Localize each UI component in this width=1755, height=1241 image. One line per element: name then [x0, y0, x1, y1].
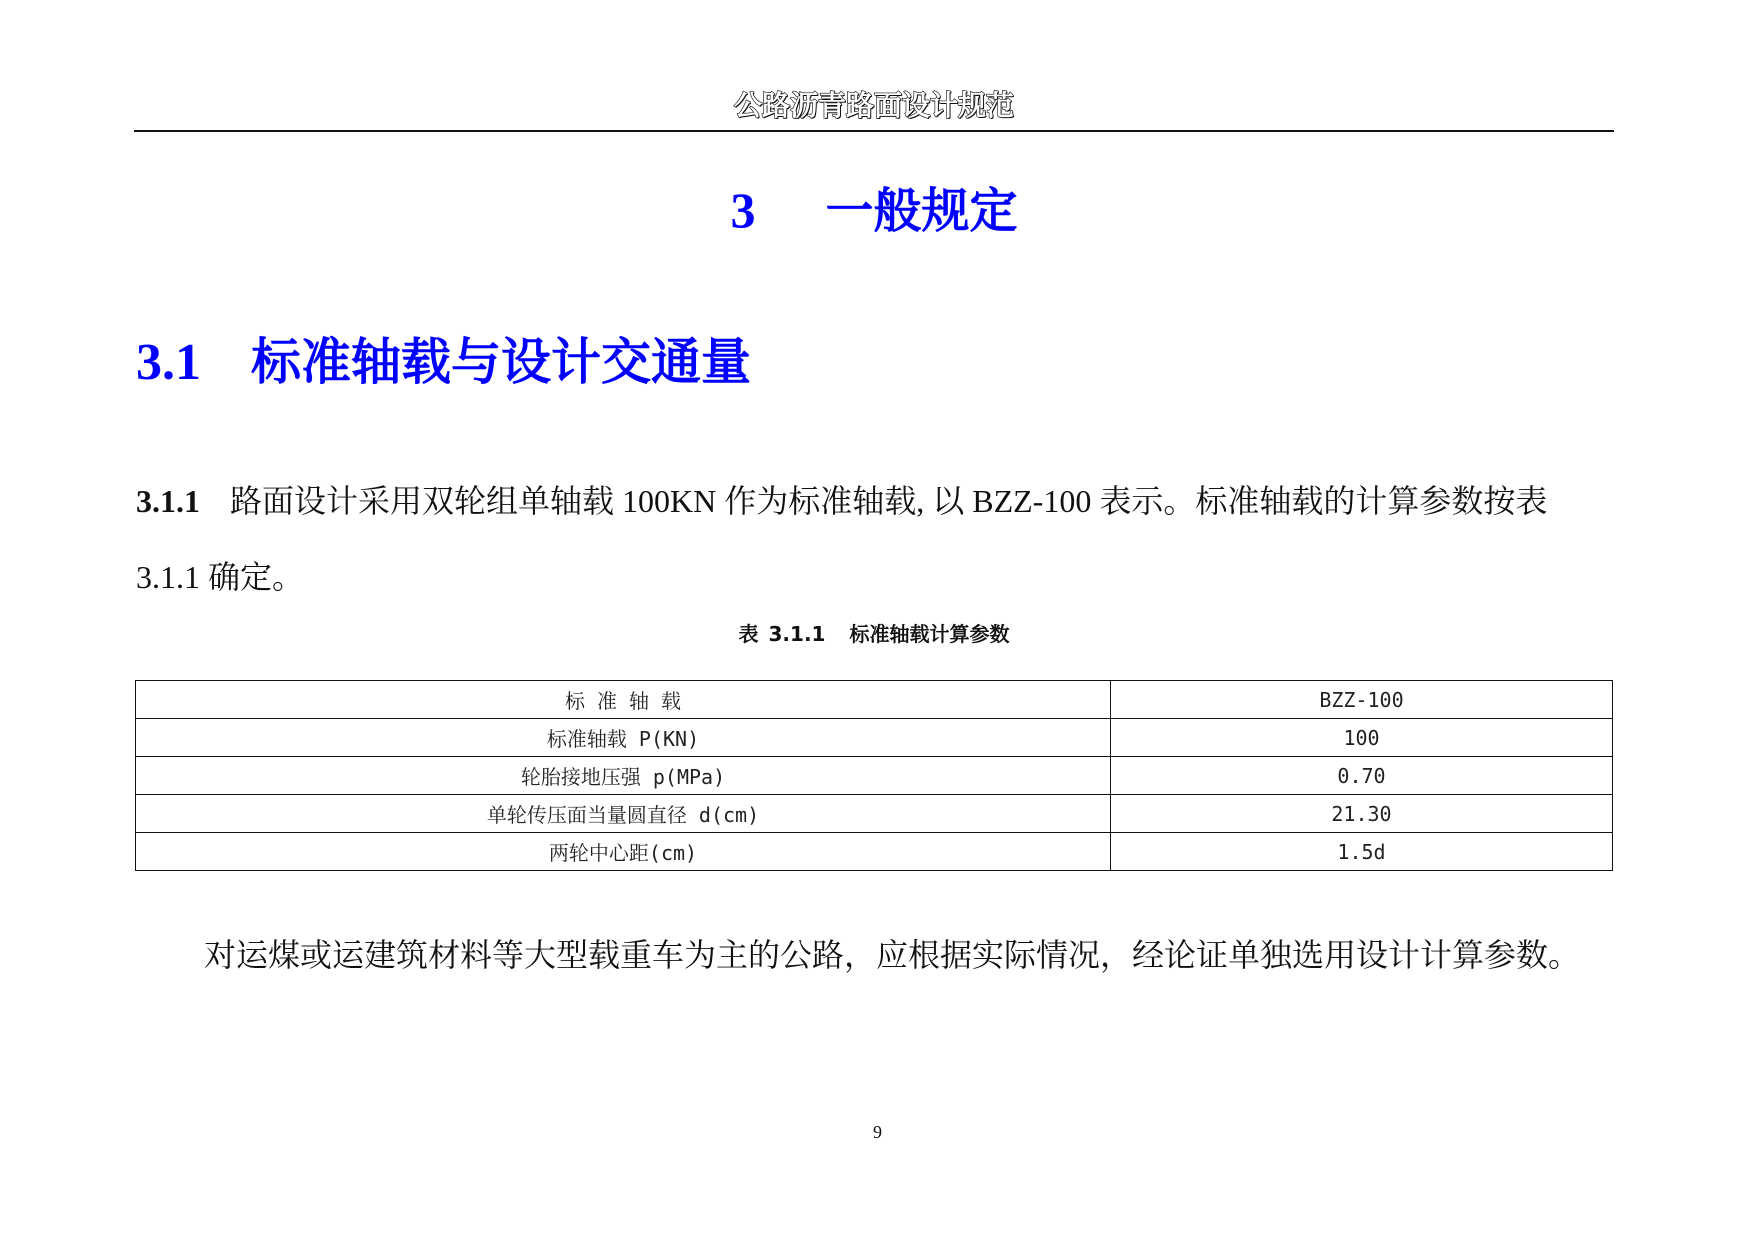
chapter-title	[134, 172, 1614, 241]
table-caption-prefix: 表	[738, 622, 759, 646]
table-row	[136, 833, 1613, 871]
header-rule	[134, 130, 1614, 132]
clause-number: 3.1.1	[136, 483, 200, 519]
section-title-text: 标准轴载与设计交通量	[251, 333, 751, 391]
table-caption-number: 3.1.1	[768, 622, 826, 646]
clause-text-line2: 3.1.1 确定。	[136, 559, 305, 595]
section-number: 3.1	[136, 334, 201, 391]
table-row	[136, 681, 1613, 719]
table-row	[136, 757, 1613, 795]
table-row	[136, 719, 1613, 757]
running-header: 公路沥青路面设计规范	[733, 89, 1014, 122]
page-number: 9	[873, 1122, 882, 1142]
table-cell-value: 21.30	[1111, 795, 1613, 833]
note-paragraph: 对运煤或运建筑材料等大型载重车为主的公路，应根据实际情况，经论证单独选用设计计算参数。	[204, 937, 1581, 973]
table-caption-title: 标准轴载计算参数	[849, 622, 1010, 646]
clause-3-1-1-line1	[136, 482, 1626, 520]
table-cell-label: 轮胎接地压强 p(MPa)	[136, 757, 1111, 795]
table-row	[136, 795, 1613, 833]
table-cell-value: 0.70	[1111, 757, 1613, 795]
table-cell-value: BZZ-100	[1111, 681, 1613, 719]
section-title	[136, 322, 751, 394]
table-cell-label: 两轮中心距(cm)	[136, 833, 1111, 871]
table-cell-label: 标准轴载 P(KN)	[136, 719, 1111, 757]
chapter-number: 3	[730, 182, 756, 238]
table-caption	[134, 618, 1614, 647]
table-cell-value: 1.5d	[1111, 833, 1613, 871]
table-cell-value: 100	[1111, 719, 1613, 757]
table-cell-label: 标 准 轴 载	[136, 681, 1111, 719]
chapter-title-text: 一般规定	[825, 183, 1018, 239]
axle-load-parameters-table	[135, 680, 1613, 871]
clause-text-line1: 路面设计采用双轮组单轴载 100KN 作为标准轴载, 以 BZZ-100 表示。标准轴载的计算参数按表	[230, 483, 1548, 519]
table-cell-label: 单轮传压面当量圆直径 d(cm)	[136, 795, 1111, 833]
